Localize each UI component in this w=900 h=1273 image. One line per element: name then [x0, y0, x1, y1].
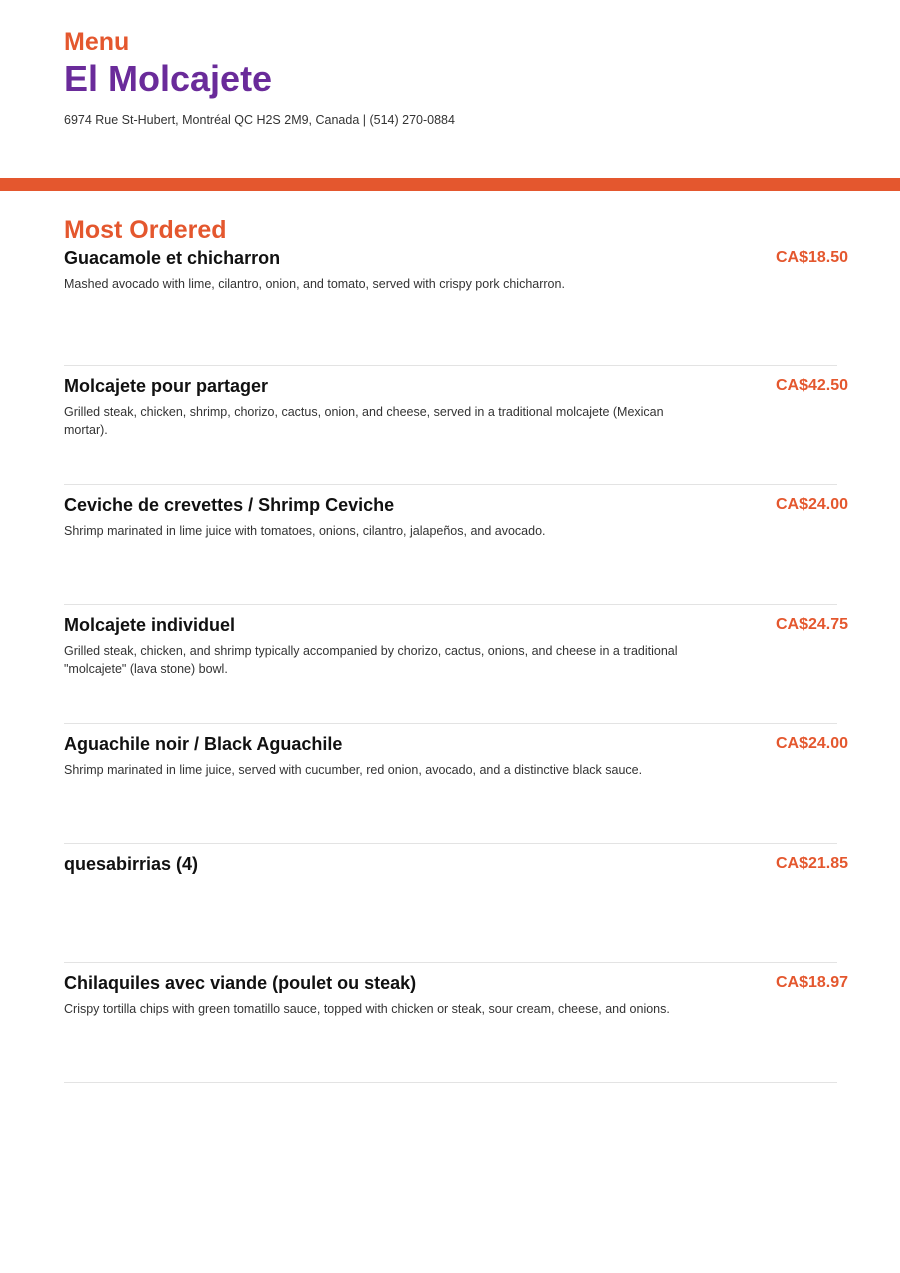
- most-ordered-section: [64, 214, 848, 1083]
- restaurant-name: El Molcajete: [64, 58, 273, 99]
- menu-item-description: Mashed avocado with lime, cilantro, onion, and tomato, served with crispy pork chicharron.: [64, 277, 565, 291]
- menu-kicker: Menu: [64, 28, 130, 56]
- menu-item-name: Molcajete pour partager: [64, 375, 269, 396]
- menu-item-name: Guacamole et chicharron: [64, 248, 281, 268]
- restaurant-address: 6974 Rue St-Hubert, Montréal QC H2S 2M9, Canada | (514) 270-0884: [64, 113, 455, 127]
- menu-item-price: CA$18.50: [775, 249, 848, 266]
- menu-item-price: CA$18.97: [775, 974, 848, 991]
- menu-item: [64, 724, 848, 844]
- menu-item-price: CA$24.75: [775, 615, 848, 633]
- menu-item-name: quesabirrias (4): [64, 853, 199, 874]
- menu-item: [64, 605, 848, 725]
- menu-item: [64, 485, 848, 605]
- menu-item-name: Chilaquiles avec viande (poulet ou steak): [64, 973, 417, 993]
- menu-header: [64, 26, 844, 128]
- menu-item: [64, 366, 848, 486]
- menu-item-price: CA$24.00: [775, 735, 848, 752]
- section-title: Most Ordered: [64, 216, 227, 244]
- menu-item: [64, 246, 848, 366]
- menu-item-price: CA$42.50: [775, 376, 848, 394]
- menu-item-description: Shrimp marinated in lime juice, served with cucumber, red onion, avocado, and a distinctive black sauce.: [64, 763, 643, 777]
- menu-item-description: Shrimp marinated in lime juice with tomatoes, onions, cilantro, jalapeños, and avocado.: [64, 524, 546, 538]
- menu-item-name: Aguachile noir / Black Aguachile: [64, 734, 343, 754]
- menu-item-price: CA$24.00: [775, 496, 848, 513]
- header-divider-band: [0, 178, 900, 191]
- menu-item-name: Ceviche de crevettes / Shrimp Ceviche: [64, 495, 395, 515]
- menu-item-description: Crispy tortilla chips with green tomatillo sauce, topped with chicken or steak, sour cream, cheese, and onions.: [64, 1002, 670, 1016]
- menu-item-name: Molcajete individuel: [64, 614, 236, 635]
- menu-item-description: Grilled steak, chicken, and shrimp typically accompanied by chorizo, cactus, onions, and cheese in a traditional "molcajete" (lava stone) bowl.: [64, 643, 678, 676]
- menu-item: [64, 963, 848, 1083]
- menu-item-description: Grilled steak, chicken, shrimp, chorizo, cactus, onion, and cheese, served in a traditional molcajete (Mexican mortar).: [64, 404, 664, 437]
- menu-item-price: CA$21.85: [775, 854, 848, 872]
- menu-item-list: [64, 246, 848, 1083]
- menu-item: [64, 844, 848, 964]
